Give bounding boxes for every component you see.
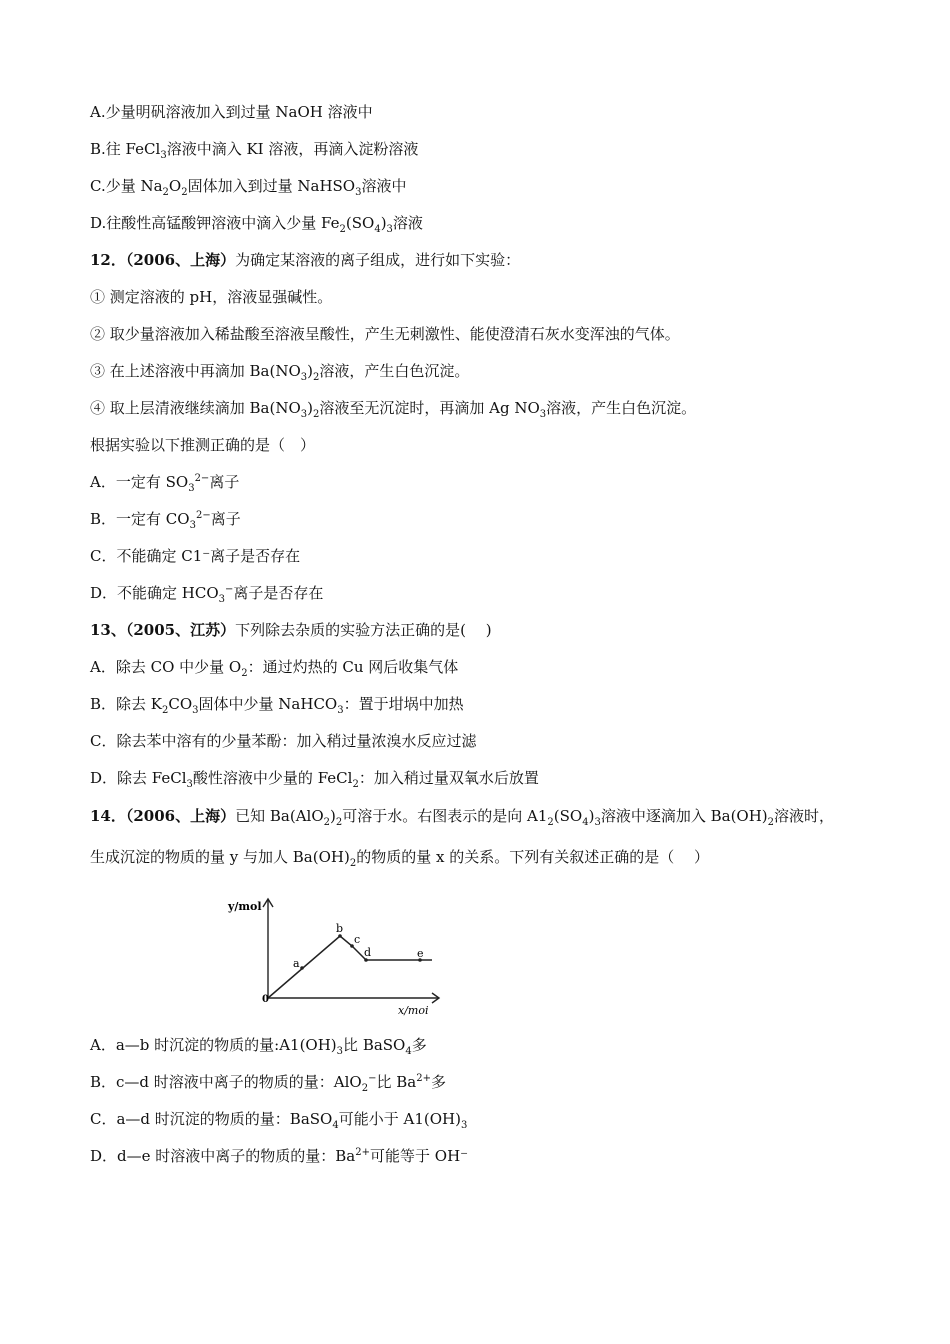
q13-option-c: C．除去苯中溶有的少量苯酚：加入稍过量浓溴水反应过滤 xyxy=(90,732,477,750)
q14-stem-line-2: 生成沉淀的物质的量 y 与加人 $Ba(OH)_2$的物质的量 x 的关系。下列有关叙述正确的是（ ） xyxy=(90,848,709,869)
question-number: 13、（2005、江苏） xyxy=(90,621,236,639)
point-a xyxy=(300,966,304,970)
q12-step-4: ④ 取上层清液继续滴加 $Ba(NO_3)_2$溶液至无沉淀时，再滴加 Ag $NO_3$溶液，产生白色沉淀。 xyxy=(90,399,697,420)
q11-option-d: D.往酸性高锰酸钾溶液中滴入少量 $Fe_2(SO_4)_3$溶液 xyxy=(90,214,423,235)
q12-step-1: ① 测定溶液的 pH，溶液显强碱性。 xyxy=(90,288,333,306)
origin-label: 0 xyxy=(262,994,269,1005)
q12-option-b: B．一定有 $CO_3^{2-}$离子 xyxy=(90,510,241,531)
y-axis-label: y/mol xyxy=(228,900,262,913)
precipitate-graph xyxy=(220,890,450,1018)
label-e: e xyxy=(417,947,424,960)
q12-stem: 12．（2006、上海）为确定某溶液的离子组成，进行如下实验： xyxy=(90,251,521,269)
q12-step-2: ② 取少量溶液加入稀盐酸至溶液呈酸性，产生无刺激性、能使澄清石灰水变浑浊的气体。 xyxy=(90,325,680,343)
graph-svg xyxy=(220,890,450,1018)
q11-option-c: C.少量 $Na_2O_2$固体加入到过量 NaHSO$_3$溶液中 xyxy=(90,177,407,198)
q12-step-3: ③ 在上述溶液中再滴加 $Ba(NO_3)_2$溶液，产生白色沉淀。 xyxy=(90,362,470,383)
q13-option-a: A．除去 CO 中少量 $O_2$：通过灼热的 Cu 网后收集气体 xyxy=(90,658,459,679)
x-axis-label: x/moi xyxy=(398,1004,429,1017)
question-number: 14．（2006、上海） xyxy=(90,807,236,825)
q14-option-a: A．a—b 时沉淀的物质的量$:A1(OH)_3$比 BaSO$_4$多 xyxy=(90,1036,427,1057)
label-c: c xyxy=(354,933,361,946)
q14-option-b: B．c—d 时溶液中离子的物质的量：AlO$_2$−比 $Ba^{2+}$多 xyxy=(90,1073,446,1094)
q14-option-c: C．a—d 时沉淀的物质的量：BaSO$_4$可能小于 $A1(OH)_3$ xyxy=(90,1110,468,1131)
q14-stem-line-1: 14．（2006、上海）已知 $Ba(AlO_2)_2$可溶于水。右图表示的是向 $A1_2(SO_4)_3$溶液中逐滴加入 $Ba(OH)_2$溶液时， xyxy=(90,807,835,828)
q11-option-a: A.少量明矾溶液加入到过量 NaOH 溶液中 xyxy=(90,103,373,121)
q13-option-d: D．除去 FeCl$_3$酸性溶液中少量的 FeCl$_2$：加入稍过量双氧水后放置 xyxy=(90,769,539,790)
q13-stem: 13、（2005、江苏）下列除去杂质的实验方法正确的是( ) xyxy=(90,621,492,639)
label-d: d xyxy=(364,946,372,959)
question-number: 12．（2006、上海） xyxy=(90,251,236,269)
q12-option-d: D．不能确定 $HCO_3^-$离子是否存在 xyxy=(90,584,324,605)
label-a: a xyxy=(293,957,300,970)
q13-option-b: B．除去 $K_2CO_3$固体中少量 NaHCO$_3$：置于坩埚中加热 xyxy=(90,695,464,716)
q14-option-d: D．d—e 时溶液中离子的物质的量：$Ba^{2+}$可能等于 OH⁻ xyxy=(90,1147,469,1165)
label-b: b xyxy=(336,922,344,935)
q11-option-b: B.往 FeCl$_3$溶液中滴入 KI 溶液，再滴入淀粉溶液 xyxy=(90,140,419,161)
q12-ask: 根据实验以下推测正确的是（ ） xyxy=(90,436,316,454)
q12-option-a: A．一定有 $SO_3^{2-}$离子 xyxy=(90,473,240,494)
q12-option-c: C．不能确定 C1⁻离子是否存在 xyxy=(90,547,301,565)
